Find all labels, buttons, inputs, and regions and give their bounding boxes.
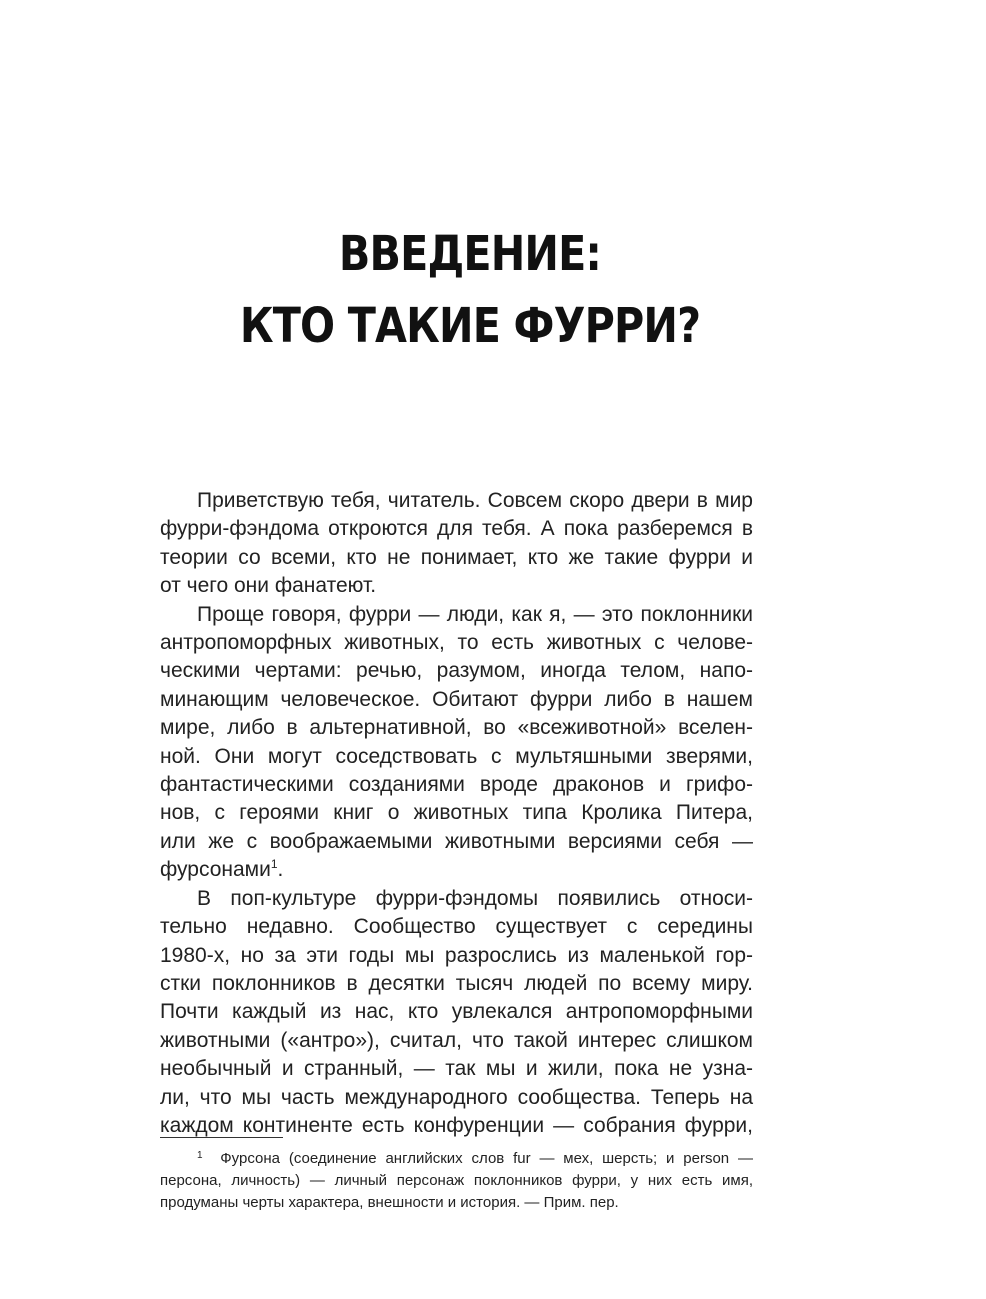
text-line: фурри-фэндома откроются для тебя. А пока разберемся в (160, 517, 753, 541)
text-line: теории со всеми, кто не понимает, кто же такие фурри и (160, 545, 753, 569)
text-fragment: . (277, 858, 284, 882)
text-line: необычный и странный, — так мы и жили, пока не узна- (160, 1057, 753, 1081)
text-fragment: Фурсона (соединение английских слов fur — мех, шерсть; и person — (220, 1150, 753, 1167)
text-line: нов, с героями книг о животных типа Кролика Питера, (160, 801, 753, 825)
text-line: ческими чертами: речью, разумом, иногда телом, напо- (160, 659, 753, 683)
text-line: Проще говоря, фурри — люди, как я, — это поклонники (197, 602, 753, 626)
text-line: Почти каждый из нас, кто увлекался антропоморфными (160, 1000, 753, 1024)
text-line: ли, что мы часть международного сообщества. Теперь на (160, 1085, 753, 1109)
paragraph-3 (160, 885, 753, 1141)
footnote-number: 1 (197, 1150, 203, 1161)
text-line: минающим человеческое. Обитают фурри либо в нашем (160, 687, 753, 711)
text-line: стки поклонников в десятки тысяч людей по всему миру. (160, 971, 753, 995)
text-line: тельно недавно. Сообщество существует с середины (160, 915, 753, 939)
paragraph-2 (160, 601, 753, 885)
footnote-line: персона, личность) — личный персонаж поклонников фурри, у них есть имя, (160, 1172, 753, 1189)
text-line: Приветствую тебя, читатель. Совсем скоро двери в мир (197, 489, 753, 512)
text-line-with-footnote (160, 856, 753, 884)
footnote-reference[interactable]: 1 (270, 857, 278, 872)
text-line: мире, либо в альтернативной, во «всеживотной» вселен- (160, 716, 753, 740)
footnote-line: продуманы черты характера, внешности и история. — Прим. пер. (160, 1194, 619, 1211)
text-line: животными («антро»), считал, что такой интерес слишком (160, 1028, 753, 1052)
footnote-line (160, 1148, 753, 1170)
body-text (160, 487, 753, 1140)
text-fragment: фурсонами (160, 858, 271, 882)
footnote (160, 1148, 753, 1214)
text-line: В поп-культуре фурри-фэндомы появились относи- (197, 886, 753, 910)
paragraph-1 (160, 487, 753, 601)
text-line: или же с воображаемыми животными версиями себя — (160, 829, 753, 853)
chapter-title-line-1: ВВЕДЕНИЕ: (338, 226, 602, 282)
text-line: антропоморфных животных, то есть животных с челове- (160, 631, 753, 655)
text-line: фантастическими созданиями вроде драконов и грифо- (160, 773, 753, 797)
text-line: ной. Они могут соседствовать с мультяшными зверями, (160, 744, 753, 768)
text-line: каждом континенте есть конфуренции — собрания фурри, (160, 1113, 753, 1137)
chapter-title-line-2: КТО ТАКИЕ ФУРРИ? (239, 298, 701, 354)
text-line: 1980-х, но за эти годы мы разрослись из маленькой гор- (160, 943, 753, 967)
footnote-divider (160, 1137, 283, 1138)
text-line: от чего они фанатеют. (160, 574, 377, 598)
chapter-title (169, 218, 771, 362)
